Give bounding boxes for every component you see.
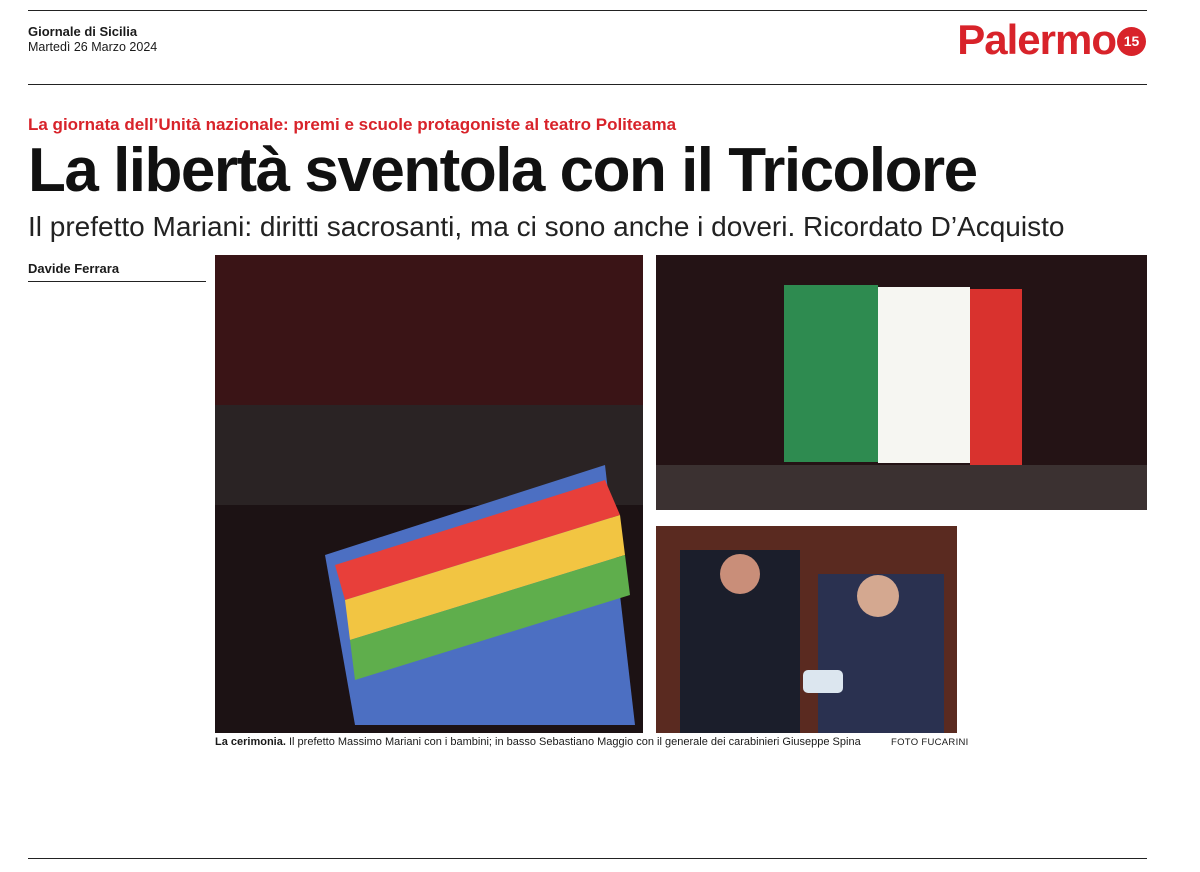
issue-date: Martedì 26 Marzo 2024 [28,40,158,54]
caption-text: Il prefetto Massimo Mariani con i bambini; in basso Sebastiano Maggio con il generale dei carabinieri Giuseppe Spina [288,736,861,748]
article-column-1-tail [28,778,206,858]
bottom-rule [28,858,1147,859]
kicker: La giornata dell’Unità nazionale: premi e scuole protagoniste al teatro Politeama [28,115,677,134]
article-column-4 [589,765,767,860]
publication-name: Giornale di Sicilia [28,24,138,39]
photo-caption [215,735,955,750]
byline: Davide Ferrara [28,261,206,282]
photo-prefect-children [215,255,643,733]
photo-credit: FOTO FUCARINI [891,737,969,748]
headline: La libertà sventola con il Tricolore [28,136,977,205]
caption-label: La cerimonia. [215,736,286,748]
article-column-3 [402,765,580,860]
article-column-5 [776,765,954,860]
article-column-6 [963,526,1147,836]
photo-generals [656,526,957,733]
header-rule [28,84,1147,85]
page-number-badge: 15 [1117,27,1146,56]
top-rule [28,10,1147,11]
article-column-1 [28,296,206,736]
article-column-2 [215,765,393,860]
photo-children-flag [656,255,1147,510]
reproduction-notice [963,836,1147,850]
section-title: Palermo [957,16,1116,63]
subheadline: Il prefetto Mariani: diritti sacrosanti, ma ci sono anche i doveri. Ricordato D’Acquisto [28,211,1065,242]
